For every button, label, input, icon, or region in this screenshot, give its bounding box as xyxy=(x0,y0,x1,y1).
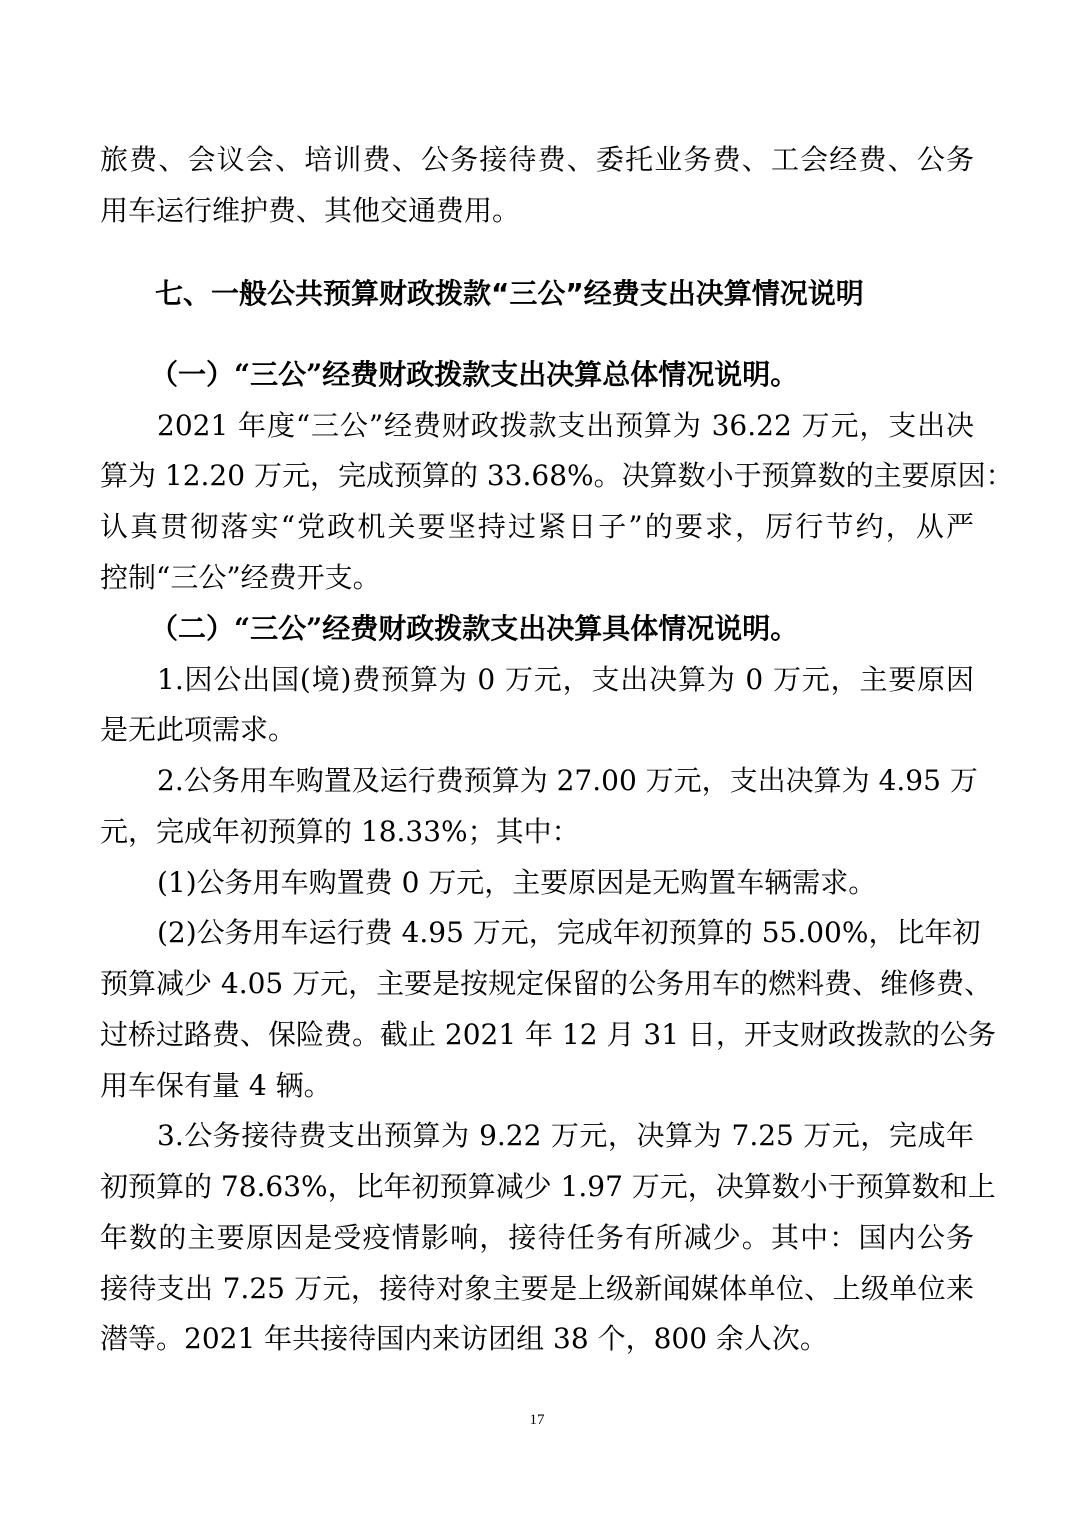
body-text-line: 年数的主要原因是受疫情影响，接待任务有所减少。其中：国内公务 xyxy=(100,1221,974,1254)
body-text-line: 算为 12.20 万元，完成预算的 33.68%。决算数小于预算数的主要原因： xyxy=(100,459,1014,492)
body-text-line: 用车保有量 4 辆。 xyxy=(100,1069,332,1102)
body-text-line: 是无此项需求。 xyxy=(100,713,297,746)
body-text-line: 2.公务用车购置及运行费预算为 27.00 万元，支出决算为 4.95 万 xyxy=(157,764,978,797)
body-text-line: 1.因公出国(境)费预算为 0 万元，支出决算为 0 万元，主要原因 xyxy=(157,663,974,696)
body-text-line: 认真贯彻落实“党政机关要坚持过紧日子”的要求，厉行节约，从严 xyxy=(100,510,974,543)
body-text-line: 旅费、会议会、培训费、公务接待费、委托业务费、工会经费、公务 xyxy=(100,143,974,176)
body-text-line: 预算减少 4.05 万元，主要是按规定保留的公务用车的燃料费、维修费、 xyxy=(100,967,993,1000)
body-text-line: (1)公务用车购置费 0 万元，主要原因是无购置车辆需求。 xyxy=(157,866,877,899)
body-text-line: 元，完成年初预算的 18.33%；其中： xyxy=(100,815,580,848)
body-text-line: 3.公务接待费支出预算为 9.22 万元，决算为 7.25 万元，完成年 xyxy=(157,1119,974,1152)
page-number: 17 xyxy=(529,1412,545,1428)
body-text-line: 接待支出 7.25 万元，接待对象主要是上级新闻媒体单位、上级单位来 xyxy=(100,1272,974,1305)
body-text-line: 初预算的 78.63%，比年初预算减少 1.97 万元，决算数小于预算数和上 xyxy=(100,1170,996,1203)
subsection-heading: （二）“三公”经费财政拨款支出决算具体情况说明。 xyxy=(150,612,799,645)
body-text-line: 过桥过路费、保险费。截止 2021 年 12 月 31 日，开支财政拨款的公务 xyxy=(100,1018,996,1051)
section-heading: 七、一般公共预算财政拨款“三公”经费支出决算情况说明 xyxy=(155,277,864,310)
body-text-line: 控制“三公”经费开支。 xyxy=(100,561,381,594)
body-text-line: (2)公务用车运行费 4.95 万元，完成年初预算的 55.00%，比年初 xyxy=(157,916,981,949)
body-text-line: 潜等。2021 年共接待国内来访团组 38 个，800 余人次。 xyxy=(100,1322,828,1355)
subsection-heading: （一）“三公”经费财政拨款支出决算总体情况说明。 xyxy=(150,358,799,391)
body-text-line: 用车运行维护费、其他交通费用。 xyxy=(100,194,521,227)
body-text-line: 2021 年度“三公”经费财政拨款支出预算为 36.22 万元，支出决 xyxy=(157,409,974,442)
